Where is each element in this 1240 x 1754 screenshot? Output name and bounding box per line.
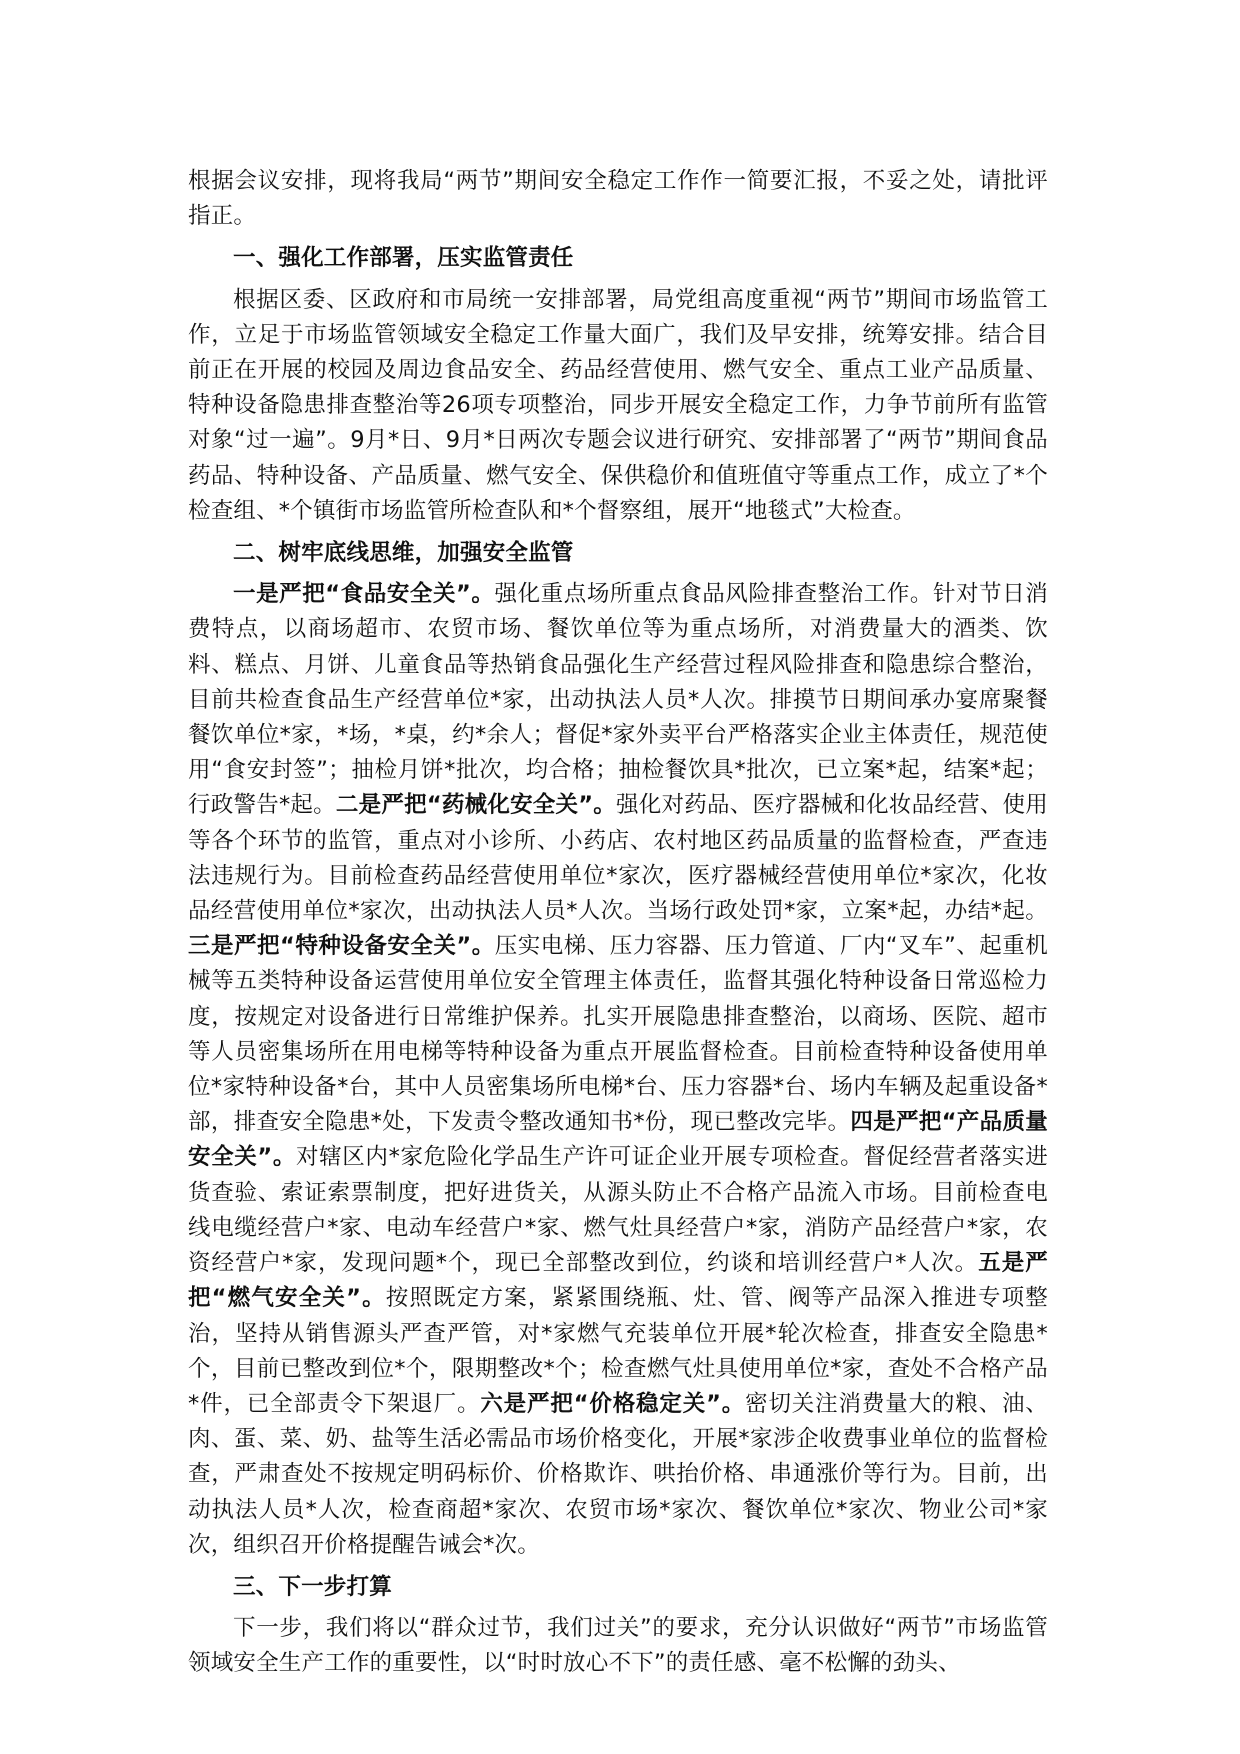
item-lead-gas: 五是严把“燃气安全关”。 [188,1250,1048,1312]
item-text-gas: 按照既定方案，紧紧围绕瓶、灶、管、阀等产品深入推进专项整治，坚持从销售源头严查严管，对*家燃气充装单位开展*轮次检查，排查安全隐患*个，目前已整改到位*个，限期整改*个；检查燃气灶具使用单位*家，查处不合格产品*件，已全部责令下架退厂。 [188,1285,1048,1417]
section-heading-3: 三、下一步打算 [233,1573,392,1600]
item-text-price: 密切关注消费量大的粮、油、肉、蛋、菜、奶、盐等生活必需品市场价格变化，开展*家涉企收费事业单位的监督检查，严肃查处不按规定明码标价、价格欺诈、哄抬价格、串通涨价等行为。目前，出动执法人员*人次，检查商超*家次、农贸市场*家次、餐饮单位*家次、物业公司*家次，组织召开价格提醒告诫会*次。 [188,1390,1048,1558]
item-lead-special-equipment: 三是严把“特种设备安全关”。 [188,933,495,960]
item-lead-drug: 二是严把“药械化安全关”。 [335,792,617,819]
item-text-special-equipment: 压实电梯、压力容器、压力管道、厂内“叉车”、起重机械等五类特种设备运营使用单位安全管理主体责任，监督其强化特种设备日常巡检力度，按规定对设备进行日常维护保养。扎实开展隐患排查整治，以商场、医院、超市等人员密集场所在用电梯等特种设备为重点开展监督检查。目前检查特种设备使用单位*家特种设备*台，其中人员密集场所电梯*台、压力容器*台、场内车辆及起重设备*部，排查安全隐患*处，下发责令整改通知书*份，现已整改完毕。 [188,933,1048,1136]
section-heading-2: 二、树牢底线思维，加强安全监管 [233,540,574,567]
item-text-food: 强化重点场所重点食品风险排查整治工作。针对节日消费特点，以商场超市、农贸市场、餐饮单位等为重点场所，对消费量大的酒类、饮料、糕点、月饼、儿童食品等热销食品强化生产经营过程风险排查和隐患综合整治，目前共检查食品生产经营单位*家，出动执法人员*人次。排摸节日期间承办宴席聚餐餐饮单位*家，*场，*桌，约*余人；督促*家外卖平台严格落实企业主体责任，规范使用“食安封签”；抽检月饼*批次，均合格；抽检餐饮具*批次，已立案*起，结案*起；行政警告*起。 [188,581,1048,819]
item-lead-product-quality: 四是严把“产品质量安全关”。 [188,1109,1048,1171]
section-3-paragraph: 下一步，我们将以“群众过节，我们过关”的要求，充分认识做好“两节”市场监管领域安全生产工作的重要性，以“时时放心不下”的责任感、毫不松懈的劲头、 [188,1615,1048,1677]
item-lead-price: 六是严把“价格稳定关”。 [480,1390,746,1417]
document-page [188,164,1048,1682]
section-heading-1: 一、强化工作部署，压实监管责任 [233,245,574,272]
item-text-drug: 强化对药品、医疗器械和化妆品经营、使用等各个环节的监管，重点对小诊所、小药店、农村地区药品质量的监督检查，严查违法违规行为。目前检查药品经营使用单位*家次，医疗器械经营使用单位*家次，化妆品经营使用单位*家次，出动执法人员*人次。当场行政处罚*家，立案*起，办结*起。 [188,792,1048,925]
intro-paragraph: 根据会议安排，现将我局“两节”期间安全稳定工作作一简要汇报，不妥之处，请批评指正。 [188,168,1048,230]
item-text-product-quality: 对辖区内*家危险化学品生产许可证企业开展专项检查。督促经营者落实进货查验、索证索票制度，把好进货关，从源头防止不合格产品流入市场。目前检查电线电缆经营户*家、电动车经营户*家、燃气灶具经营户*家，消防产品经营户*家，农资经营户*家，发现问题*个，现已全部整改到位，约谈和培训经营户*人次。 [188,1144,1048,1277]
section-2-paragraph [188,577,1048,1563]
item-lead-food: 一是严把“食品安全关”。 [233,581,495,608]
section-1-paragraph: 根据区委、区政府和市局统一安排部署，局党组高度重视“两节”期间市场监管工作，立足于市场监管领域安全稳定工作量大面广，我们及早安排，统筹安排。结合目前正在开展的校园及周边食品安全、药品经营使用、燃气安全、重点工业产品质量、特种设备隐患排查整治等26项专项整治，同步开展安全稳定工作，力争节前所有监管对象“过一遍”。9月*日、9月*日两次专题会议进行研究、安排部署了“两节”期间食品药品、特种设备、产品质量、燃气安全、保供稳价和值班值守等重点工作，成立了*个检查组、*个镇街市场监管所检查队和*个督察组，展开“地毯式”大检查。 [188,286,1048,524]
